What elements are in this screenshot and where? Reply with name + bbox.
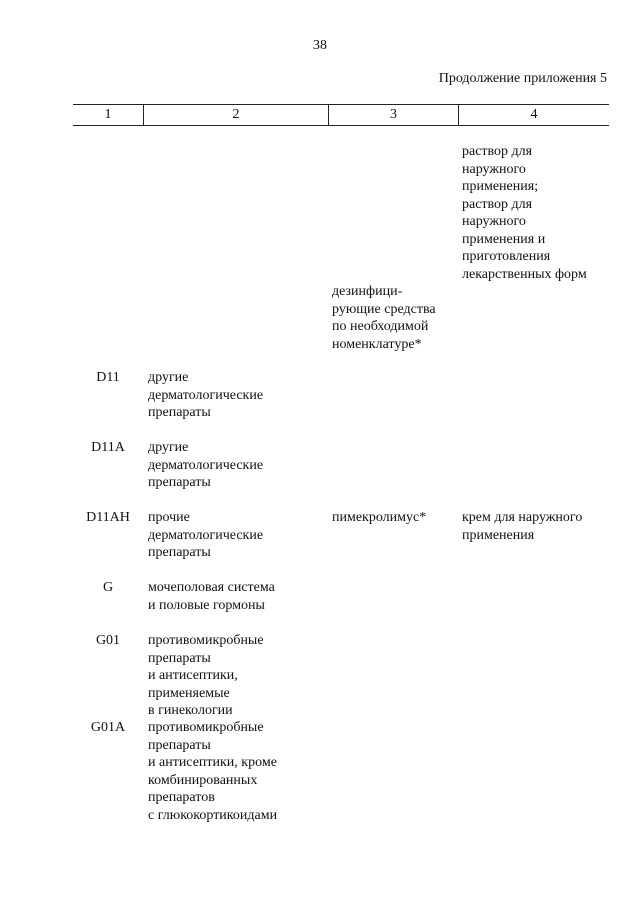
atc-code: D11AH (86, 510, 130, 525)
dosage-form-text: крем для наружного применения (462, 510, 583, 543)
column-header-2: 2 (143, 105, 328, 125)
continuation-caption: Продолжение приложения 5 (438, 71, 607, 86)
page-number: 38 (313, 38, 327, 53)
column-header-3: 3 (328, 105, 458, 125)
atc-code: D11 (96, 370, 120, 385)
atc-code: G01A (90, 720, 126, 735)
column-header-4: 4 (458, 105, 609, 125)
group-name-text: прочие дерматологические препараты (148, 510, 264, 560)
column-header-1: 1 (104, 107, 112, 122)
atc-code: G01 (95, 633, 121, 648)
group-name-text: мочеполовая система и половые гормоны (148, 580, 275, 613)
dosage-form-text: раствор для наружного применения; раствор для наружного применения и приготовления лекарственных форм (462, 144, 587, 282)
table-header-row (73, 104, 609, 126)
drug-name-text: пимекролимус* (332, 510, 427, 525)
group-name-text: другие дерматологические препараты (148, 370, 264, 420)
group-name-text: противомикробные препараты и антисептики, применяемые в гинекологии (148, 633, 264, 718)
drug-name-text: дезинфици- рующие средства по необходимой номенклатуре* (332, 284, 436, 352)
atc-code: G (102, 580, 114, 595)
atc-code: D11A (91, 440, 125, 455)
group-name-text: другие дерматологические препараты (148, 440, 264, 490)
group-name-text: противомикробные препараты и антисептики, кроме комбинированных препаратов с глюкокортикоидами (148, 720, 278, 823)
